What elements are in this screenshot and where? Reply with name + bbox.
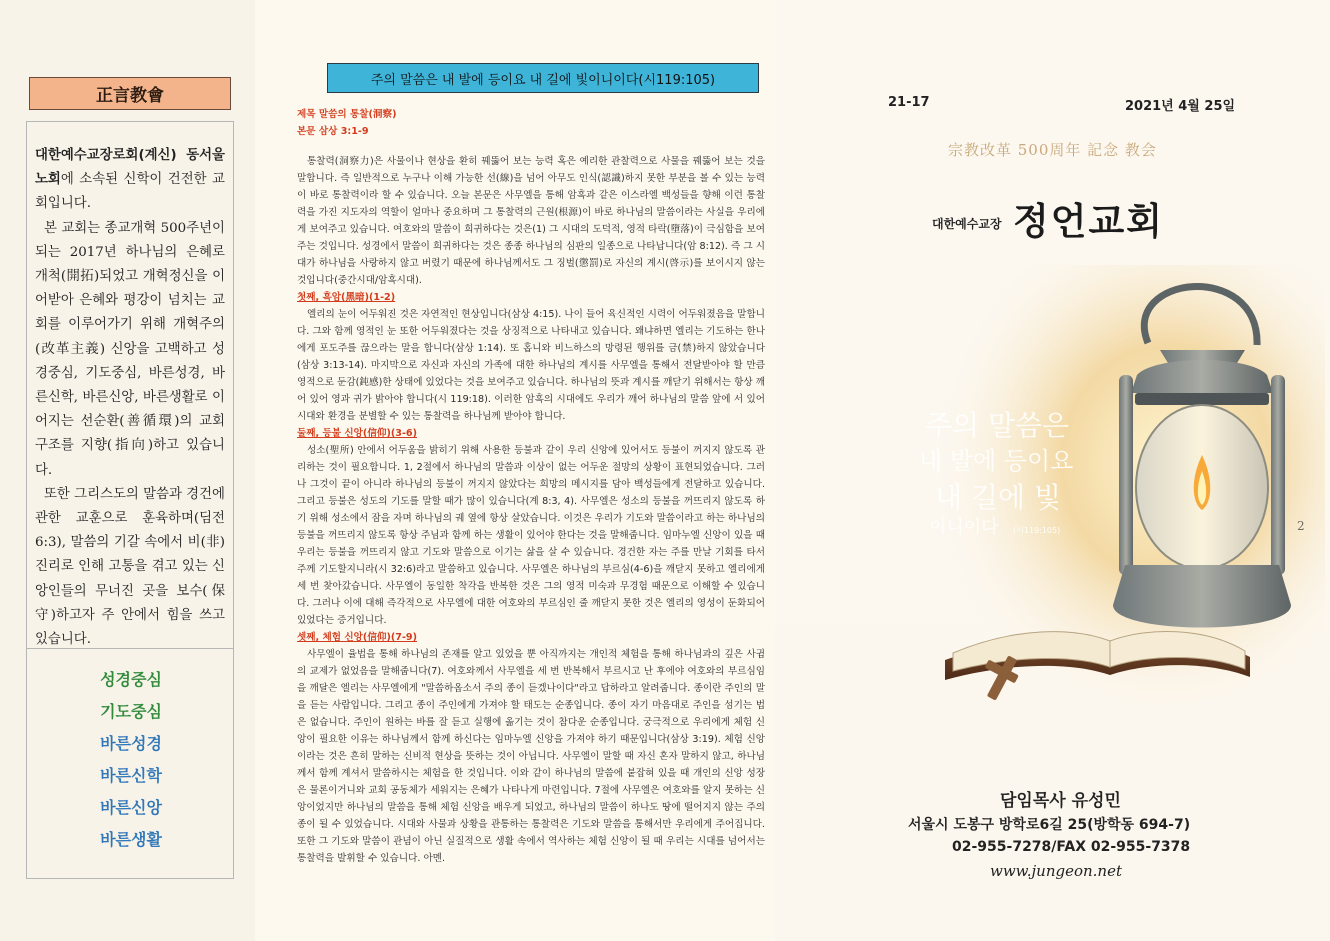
denomination-label: 대한예수교장 [932, 217, 1002, 231]
sermon-intro: 통찰력(洞察力)은 사물이나 현상을 환히 꿰뚫어 보는 능력 혹은 예리한 관찰력으로 사물을 꿰뚫어 보는 것을 말합니다. 즉 일반적으로 누구나 이해 가능한 선(線)을 넘어 아무도 인식(認識)하지 못한 부분을 볼 수 있는 능력이 바로 통찰력이라 할 수 있습니다. 오늘 본문은 사무엘을 통해 암흑과 같은 이스라엘 백성들을 향해 이런 통찰력을 가진 지도자의 역할이 얼마나 중요하며 그 통찰력의 근원(根源)이 바로 하나님의 말씀이라는 사실을 우리에게 보여주고 있습니다. 여호와의 말씀이 희귀하다는 것은(1) 그 시대의 도덕적, 영적 타락(墮落)이 극심함을 보여주는 것입니다. 성경에서 말씀이 희귀하다는 것은 종종 하나님의 심판의 일종으로 나타납니다(암 8:12). 즉 그 시대가 하나님을 사랑하지 않고 버렸기 때문에 하나님께서도 그 징벌(懲罰)로 자신의 계시(啓示)를 보이시지 않는 것입니다(중간시대/암흑시대). [297, 156, 765, 286]
slogan-list [26, 649, 234, 879]
lantern-ring [1135, 393, 1269, 405]
lantern-number: 2 [1297, 519, 1305, 533]
slogan-item: 바른생활 [100, 830, 162, 849]
section-heading: 첫째, 흑암(黑暗)(1-2) [297, 292, 396, 303]
section-heading: 둘째, 등불 신앙(信仰)(3-6) [297, 428, 417, 439]
art-text-line: 주의 말씀은 [925, 409, 1070, 442]
section-body: 성소(聖所) 안에서 어두움을 밝히기 위해 사용한 등불과 같이 우리 신앙에 있어서도 등불이 꺼지지 않도록 관리하는 것이 필요합니다. 1, 2절에서 하나님의 말씀과 이상이 없는 어두운 절망의 상황이 표현되었습니다. 그러나 그것이 끝이 아니라 하나님의 등불이 꺼지지 않았다는 희망의 메시지를 담아 백성들에게 전달하고 있습니다. 그리고 등불은 성도의 기도를 말할 때가 많이 있습니다(계 8:3, 4). 사무엘은 성소의 등불을 꺼뜨리지 않도록 하기 위해 성소에서 잠을 자며 하나님의 궤 옆에 항상 살았습니다. 이것은 우리가 기도와 말씀이라고 하는 하나님의 등불을 꺼뜨리지 않도록 항상 주님과 함께 하는 생활이 있어야 한다는 것을 말해줍니다. 임마누엘 신앙이 있을 때 우리는 등불을 꺼뜨리지 않고 기도와 말씀으로 이기는 삶을 살 수 있습니다. 경건한 자는 주를 만날 기회를 타서 주께 기도할지니라(시 32:6)라고 말씀하고 있습니다. 사무엘은 하나님의 부르심(4-6)을 깨닫지 못하고 엘리에게 세 번 찾아갔습니다. 사무엘이 동일한 착각을 반복한 것은 그의 영적 미숙과 무경험 때문으로 이해할 수 있습니다. 그러나 이에 대해 즉각적으로 사무엘에 대한 여호와의 부르심인 줄 깨닫지 못한 것은 엘리의 영성이 둔화되어 있었다는 증거입니다. [297, 445, 765, 626]
art-text-line: 내 발에 등이요 [919, 447, 1074, 475]
pastor-name: 담임목사 유성민 [1000, 791, 1121, 811]
lantern-tank [1113, 565, 1291, 628]
sermon-text [297, 106, 765, 867]
phone-fax: 02-955-7278/FAX 02-955-7378 [952, 839, 1191, 855]
issue-number: 21-17 [888, 95, 930, 110]
art-text-line: 이니이다 [929, 517, 999, 538]
anniversary-subtitle: 宗教改革 500周年 記念 教会 [948, 141, 1157, 159]
intro-paragraph-3: 또한 그리스도의 말씀과 경건에 관한 교훈으로 훈육하며(딤전 6:3), 말씀의 기갈 속에서 비(非) 진리로 인해 고통을 겪고 있는 신앙인들의 무너진 곳을 보수(保守)하고자 주 안에서 힘을 쓰고 있습니다. [35, 486, 225, 648]
slogan-item: 바른성경 [100, 734, 162, 753]
intro-paragraph-1 [35, 144, 225, 217]
lantern-bible-illustration [905, 265, 1325, 735]
slogan-item: 성경중심 [100, 670, 162, 689]
sermon-scripture: 본문 삼상 3:1-9 [297, 126, 369, 137]
church-address: 서울시 도봉구 방학로6길 25(방학동 694-7) [908, 817, 1191, 833]
lantern-side-tube [1119, 375, 1133, 575]
section-body: 사무엘이 율법을 통해 하나님의 존재를 알고 있었을 뿐 아직까지는 개인적 체험을 통해 하나님과의 깊은 사귐의 교제가 없었음을 말해줍니다(7). 여호와께서 사무엘을 세 번 반복해서 부르시고 난 후에야 여호와의 부르심임을 깨달은 엘리는 사무엘에게 "말씀하옵소서 주의 종이 듣겠나이다"라고 답하라고 알려줍니다. 종이란 주인의 말을 듣는 사람입니다. 그리고 종이 주인에게 가져야 할 태도는 순종입니다. 종이 자기 마음대로 주인을 섬기는 법은 없습니다. 주인이 원하는 바를 잘 듣고 실행에 옮기는 것이 참다운 순종입니다. 궁극적으로 우리에게 체험 신앙이 필요한 이유는 하나님께서 함께 하신다는 임마누엘 신앙을 가져야 하기 때문입니다(삼상 3:19). 체험 신앙이라는 것은 흔히 말하는 신비적 현상을 뜻하는 것이 아닙니다. 사무엘이 말할 때 자신 혼자 말하지 않고, 하나님께서 함께 계셔서 말씀하시는 체험을 한 것입니다. 이와 같이 하나님의 말씀에 붙잡혀 있을 때 개인의 신앙 성장은 물론이거니와 교회 공동체가 세워지는 은혜가 나타나게 마련입니다. 7절에 사무엘은 여호와를 알지 못하는 신앙이었지만 하나님의 말씀을 통해 체험 신앙을 배우게 되었고, 하나님의 말씀이 하나도 땅에 떨어지지 않는 주의 종이 될 수 있었습니다. 시대와 사물과 상황을 관통하는 통찰력은 기도와 말씀을 통해서만 우리에게 주어집니다. 또한 그 기도와 말씀이 관념이 아닌 실질적으로 생활 속에서 역사하는 체험 신앙이 될 때 우리는 시대를 넘어서는 통찰력을 발휘할 수 있습니다. 아멘. [297, 649, 765, 864]
slogan-item: 바른신학 [100, 766, 162, 785]
church-hanja-title: 正言教會 [29, 77, 231, 110]
section-heading: 셋째, 체험 신앙(信仰)(7-9) [297, 632, 417, 643]
theme-verse-banner: 주의 말씀은 내 발에 등이요 내 길에 빛이니이다(시119:105) [327, 63, 759, 93]
art-text-line: (시119:105) [1013, 526, 1061, 535]
section-body: 엘리의 눈이 어두워진 것은 자연적인 현상입니다(삼상 4:15). 나이 들어 육신적인 시력이 어두워졌음을 말합니다. 그와 함께 영적인 눈 또한 어두워졌다는 것을 상징적으로 나타내고 있습니다. 왜냐하면 엘리는 기도하는 한나에게 포도주를 끊으라는 말을 합니다(삼상 1:14). 또 홉니와 비느하스의 망령된 행위를 금(禁)하지 않았습니다(삼상 3:13-14). 마지막으로 자신과 자신의 가족에 대한 하나님의 계시를 사무엘을 통해서 전달받아야 할 만큼 영적으로 둔감(鈍感)한 상태에 있었다는 것을 보여주고 있습니다. 하나님의 뜻과 계시를 깨닫기 위해서는 항상 깨어 있어 영과 귀가 밝아야 합니다(시 119:18). 이러한 암흑의 시대에도 우리가 깨어 하나님의 말씀 앞에 서 있어 시대와 환경을 분별할 수 있는 통찰력을 하나님께 받아야 합니다. [297, 309, 765, 422]
sermon-title: 제목 말씀의 통찰(洞察) [297, 109, 397, 120]
presbytery-name: 대한예수교장로회(계신) 동서울 노회 [35, 148, 225, 188]
slogan-item: 기도중심 [100, 702, 162, 721]
issue-date: 2021년 4월 25일 [1125, 99, 1236, 114]
website-link[interactable]: www.jungeon.net [990, 862, 1122, 880]
slogan-item: 바른신앙 [100, 798, 162, 817]
church-intro [26, 121, 234, 649]
church-name: 정언교회 [1013, 200, 1164, 243]
intro-text-1: 에 소속된 신학이 건전한 교회입니다. [35, 172, 225, 212]
art-text-line: 내 길에 빛 [935, 481, 1061, 514]
lantern-side-tube [1271, 375, 1285, 575]
intro-paragraph-2: 본 교회는 종교개혁 500주년이 되는 2017년 하나님의 은혜로 개척(開拓)되었고 개혁정신을 이어받아 은혜와 평강이 넘치는 교회를 이루어가기 위해 개혁주의(改革主義) 신앙을 고백하고 성경중심, 기도중심, 바른성경, 바른신학, 바른신앙, 바른생활로 이어지는 선순환(善循環)의 교회 구조를 지향(指向)하고 있습니다. [35, 220, 225, 478]
